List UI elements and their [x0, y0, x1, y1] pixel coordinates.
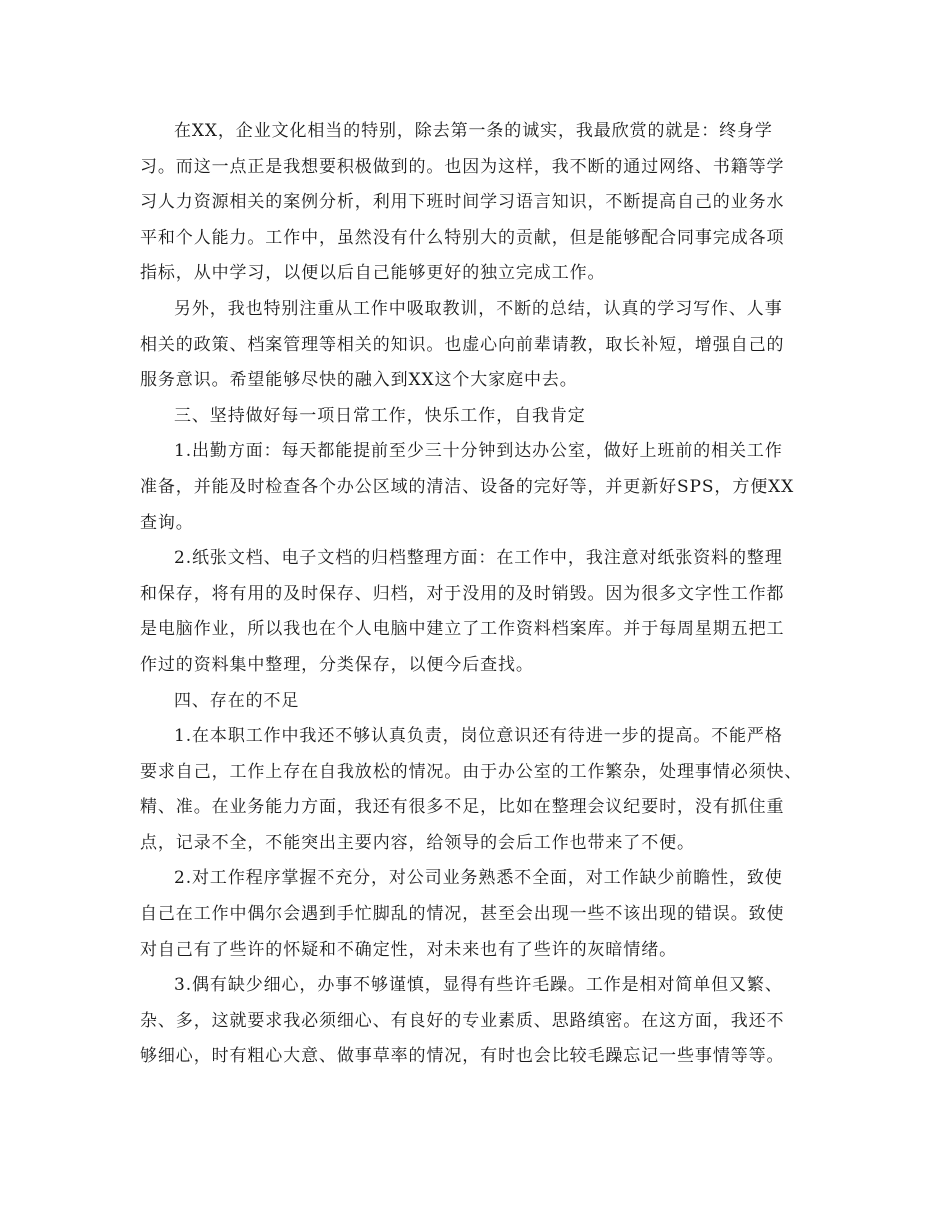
text-line: 相关的政策、档案管理等相关的知识。也虚心向前辈请教，取长补短，增强自己的: [140, 334, 785, 355]
text-line: 对自己有了些许的怀疑和不确定性，对未来也有了些许的灰暗情绪。: [140, 939, 677, 960]
text-line: 2.对工作程序掌握不充分，对公司业务熟悉不全面，对工作缺少前瞻性，致使: [174, 868, 783, 889]
text-line: 查询。: [140, 512, 194, 533]
text-line: 服务意识。希望能够尽快的融入到XX这个大家庭中去。: [140, 370, 578, 391]
text-line: 另外，我也特别注重从工作中吸取教训，不断的总结，认真的学习写作、人事: [174, 298, 783, 319]
document-body: [140, 114, 825, 1075]
text-line: 1.在本职工作中我还不够认真负责，岗位意识还有待进一步的提高。不能严格: [174, 726, 783, 747]
text-line: 习。而这一点正是我想要积极做到的。也因为这样，我不断的通过网络、书籍等学: [140, 156, 785, 177]
text-line: 准备，并能及时检查各个办公区域的清洁、设备的完好等，并更新好SPS，方便XX: [140, 476, 795, 497]
text-line: 在XX，企业文化相当的特别，除去第一条的诚实，我最欣赏的就是：终身学: [174, 121, 773, 141]
text-line: 和保存，将有用的及时保存、归档，对于没用的及时销毁。因为很多文字性工作都: [140, 583, 785, 604]
text-line: 1.出勤方面：每天都能提前至少三十分钟到达办公室，做好上班前的相关工作: [174, 441, 783, 462]
text-line: 习人力资源相关的案例分析，利用下班时间学习语言知识，不断提高自己的业务水: [140, 192, 785, 213]
text-line: 要求自己，工作上存在自我放松的情况。由于办公室的工作繁杂，处理事情必须快、: [140, 761, 803, 782]
text-line: 作过的资料集中整理，分类保存，以便今后查找。: [140, 654, 534, 675]
text-line: 3.偶有缺少细心，办事不够谨慎，显得有些许毛躁。工作是相对简单但又繁、: [174, 975, 783, 996]
text-line: 自己在工作中偶尔会遇到手忙脚乱的情况，甚至会出现一些不该出现的错误。致使: [140, 904, 785, 925]
text-line: 平和个人能力。工作中，虽然没有什么特别大的贡献，但是能够配合同事完成各项: [140, 227, 785, 248]
section-heading: 三、坚持做好每一项日常工作，快乐工作，自我肯定: [174, 405, 586, 426]
text-line: 精、准。在业务能力方面，我还有很多不足，比如在整理会议纪要时，没有抓住重: [140, 797, 785, 818]
text-line: 杂、多，这就要求我必须细心、有良好的专业素质、思路缜密。在这方面，我还不: [140, 1010, 785, 1031]
text-line: 够细心，时有粗心大意、做事草率的情况，有时也会比较毛躁忘记一些事情等等。: [140, 1046, 785, 1067]
text-line: 是电脑作业，所以我也在个人电脑中建立了工作资料档案库。并于每周星期五把工: [140, 619, 785, 640]
text-line: 2.纸张文档、电子文档的归档整理方面：在工作中，我注意对纸张资料的整理: [174, 548, 783, 569]
text-line: 点，记录不全，不能突出主要内容，给领导的会后工作也带来了不便。: [140, 832, 695, 853]
text-line: 指标，从中学习，以便以后自己能够更好的独立完成工作。: [140, 263, 606, 284]
section-heading: 四、存在的不足: [174, 690, 300, 711]
